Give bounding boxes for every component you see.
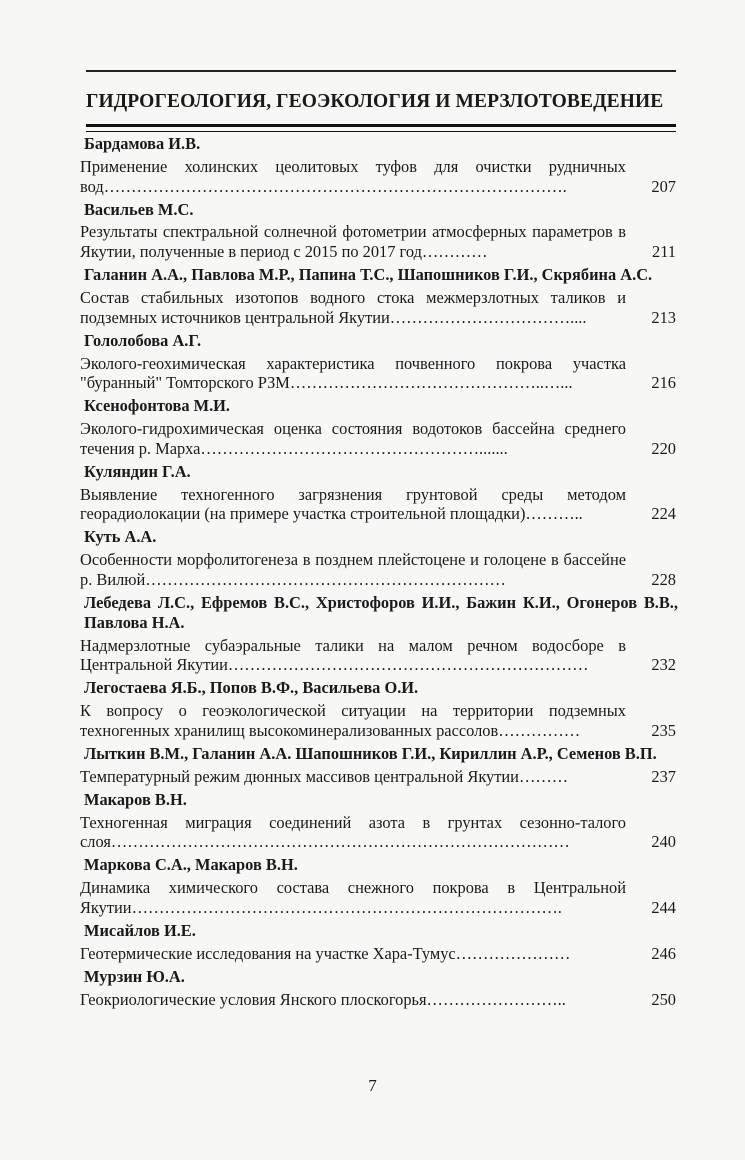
entry-title: Применение холинских цеолитовых туфов для очистки рудничных вод…………………………………………………………………………. xyxy=(80,156,626,196)
entry-title: Динамика химического состава снежного покрова в Центральной Якутии……………………………………………………………………. xyxy=(80,878,626,917)
entry-title-row xyxy=(80,485,678,525)
entry-authors: Лебедева Л.С., Ефремов В.С., Христофоров И.И., Бажин К.И., Огонеров В.В., Павлова Н.А. xyxy=(84,593,678,632)
entry-title-row xyxy=(80,813,678,853)
toc-entries xyxy=(80,134,678,1013)
entry-page-number: 250 xyxy=(651,989,676,1009)
entry-authors: Куть А.А. xyxy=(84,527,157,547)
entry-page-number: 207 xyxy=(651,176,676,196)
entry-page-number: 220 xyxy=(651,438,676,458)
entry-title-row xyxy=(80,288,678,328)
entry-authors: Гололобова А.Г. xyxy=(84,330,202,350)
entry-page-number: 224 xyxy=(651,504,676,524)
entry-page-number: 232 xyxy=(651,655,676,675)
toc-entry xyxy=(80,855,678,917)
entry-authors: Лыткин В.М., Галанин А.А. Шапошников Г.И., Кириллин А.Р., Семенов В.П. xyxy=(84,744,657,763)
entry-authors: Бардамова И.В. xyxy=(84,134,201,153)
entry-authors: Галанин А.А., Павлова М.Р., Папина Т.С., Шапошников Г.И., Скрябина А.С. xyxy=(84,265,653,285)
entry-title: Выявление техногенного загрязнения грунтовой среды методом георадиолокации (на примере участка строительной площадки)……….. xyxy=(80,484,626,524)
toc-entry xyxy=(80,678,678,740)
entry-authors: Васильев М.С. xyxy=(84,199,194,219)
entry-title: Надмерзлотные субаэральные талики на малом речном водосборе в Центральной Якутии………………………………………………………… xyxy=(80,635,626,675)
toc-entry xyxy=(80,967,678,1010)
entry-title-row xyxy=(80,157,678,197)
entry-title-row xyxy=(80,222,678,262)
entry-authors: Куляндин Г.А. xyxy=(84,461,191,481)
entry-title-row xyxy=(80,878,678,918)
toc-entry xyxy=(80,396,678,458)
entry-page-number: 228 xyxy=(651,570,676,590)
page-number: 7 xyxy=(368,1076,377,1095)
entry-page-number: 246 xyxy=(651,943,676,963)
entry-title: Геокриологические условия Янского плоскогорья…………………….. xyxy=(80,989,566,1009)
entry-page-number: 213 xyxy=(651,307,676,327)
entry-title-row xyxy=(80,944,678,964)
entry-title-row xyxy=(80,550,678,590)
entry-authors: Мисайлов И.Е. xyxy=(84,920,196,940)
top-rule xyxy=(86,70,676,72)
entry-title: Техногенная миграция соединений азота в грунтах сезонно-талого слоя………………………………………………………………………… xyxy=(80,812,626,852)
entry-authors: Макаров В.Н. xyxy=(84,789,187,809)
entry-title-row xyxy=(80,990,678,1010)
entry-title-row xyxy=(80,419,678,459)
entry-title: Эколого-геохимическая характеристика почвенного покрова участка "буранный" Томторского РЗМ………………………………………..…... xyxy=(80,353,626,393)
toc-entry xyxy=(80,790,678,852)
entry-title-row xyxy=(80,701,678,741)
toc-entry xyxy=(80,200,678,262)
entry-title-row xyxy=(80,636,678,676)
toc-entry xyxy=(80,593,678,675)
entry-title: Особенности морфолитогенеза в позднем плейстоцене и голоцене в бассейне р. Вилюй………………………………………………………… xyxy=(80,550,626,590)
entry-page-number: 240 xyxy=(651,832,676,852)
entry-page-number: 237 xyxy=(651,766,676,786)
entry-authors: Ксенофонтова М.И. xyxy=(84,396,231,416)
toc-entry xyxy=(80,527,678,589)
entry-authors: Мурзин Ю.А. xyxy=(84,966,185,986)
toc-entry xyxy=(80,744,678,787)
entry-title: Результаты спектральной солнечной фотометрии атмосферных параметров в Якутии, полученные в период с 2015 по 2017 год………… xyxy=(80,222,626,262)
entry-title: Эколого-гидрохимическая оценка состояния водотоков бассейна среднего течения р. Марха……………………………………………....... xyxy=(80,419,626,458)
entry-title: Геотермические исследования на участке Хара-Тумус………………… xyxy=(80,943,571,963)
toc-entry xyxy=(80,921,678,964)
section-title: ГИДРОГЕОЛОГИЯ, ГЕОЭКОЛОГИЯ И МЕРЗЛОТОВЕДЕНИЕ xyxy=(86,91,664,112)
entry-title: Температурный режим дюнных массивов центральной Якутии……… xyxy=(80,766,569,786)
entry-page-number: 235 xyxy=(651,721,676,741)
entry-page-number: 244 xyxy=(651,897,676,917)
entry-authors: Легостаева Я.Б., Попов В.Ф., Васильева О.И. xyxy=(84,678,419,698)
entry-title: К вопросу о геоэкологической ситуации на территории подземных техногенных хранилищ высокоминерализованных рассолов…………… xyxy=(80,701,626,741)
toc-entry xyxy=(80,265,678,327)
entry-authors: Маркова С.А., Макаров В.Н. xyxy=(84,855,298,875)
entry-page-number: 211 xyxy=(652,242,676,262)
entry-title-row xyxy=(80,767,678,787)
entry-title-row xyxy=(80,354,678,394)
entry-title: Состав стабильных изотопов водного стока межмерзлотных таликов и подземных источников центральной Якутии…………………………….... xyxy=(80,287,626,327)
toc-entry xyxy=(80,331,678,393)
toc-entry xyxy=(80,134,678,196)
heading-double-rule xyxy=(86,124,676,132)
entry-page-number: 216 xyxy=(651,373,676,393)
toc-entry xyxy=(80,462,678,524)
